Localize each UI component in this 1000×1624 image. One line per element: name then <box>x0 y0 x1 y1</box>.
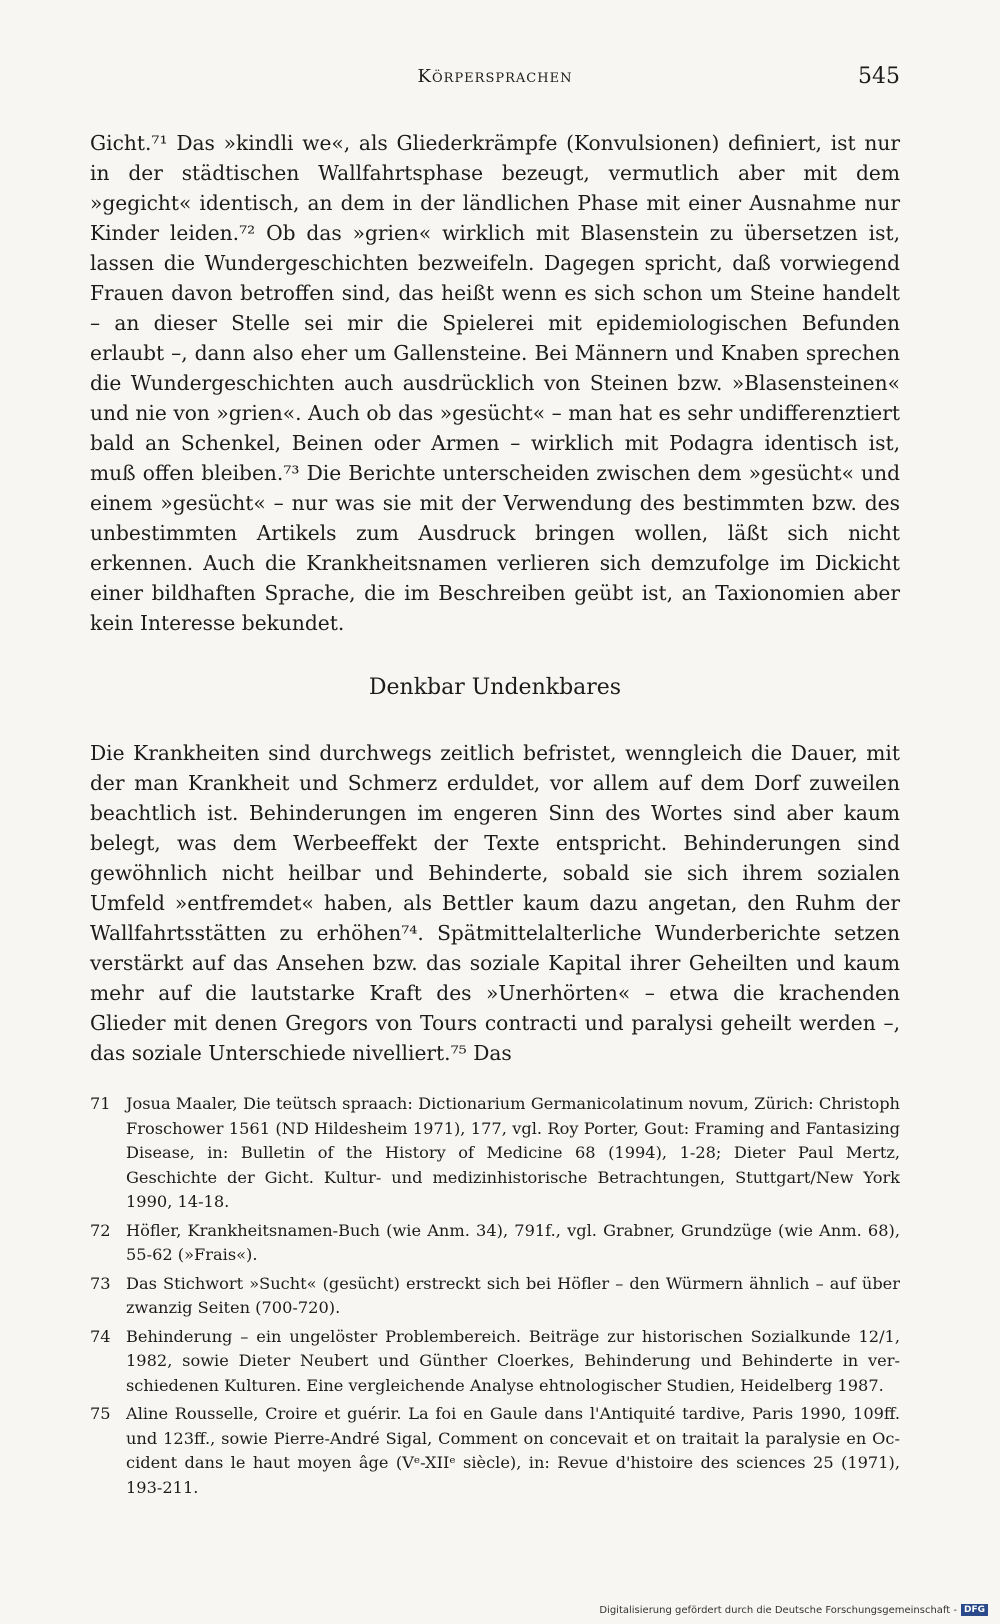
paragraph-2: Die Krankheiten sind durchwegs zeitlich befristet, wenngleich die Dauer, mit der man Krankheit und Schmerz erduldet, vor allem auf dem Dorf zuweilen beachtlich ist. Behinderungen im engeren Sinn des Wortes sind aber kaum belegt, was dem Werbeeffekt der Texte entspricht. Behinderungen sind gewöhnlich nicht heilbar und Behinderte, sobald sie sich ihrem sozialen Umfeld »entfremdet« haben, als Bettler kaum dazu angetan, den Ruhm der Wallfahrtsstätten zu erhöhen⁷⁴. Spätmittelalterliche Wunderberichte setzen verstärkt auf das Ansehen bzw. das soziale Kapital ihrer Geheilten und kaum mehr auf die lautstarke Kraft des »Unerhörten« – etwa die krachenden Glieder mit denen Gregors von Tours contracti und paralysi geheilt werden –, das soziale Unterschiede nivelliert.⁷⁵ Das <box>90 741 900 1065</box>
footnote <box>90 1272 900 1321</box>
footnote-text: Das Stichwort »Sucht« (gesücht) erstreckt sich bei Höfler – den Würmern ähnlich – auf über zwanzig Seiten (700-720). <box>126 1273 900 1317</box>
footnote-text: Aline Rousselle, Croire et guérir. La foi en Gaule dans l'Antiquité tardive, Paris 1990, 109ff. und 123ff., sowie Pierre-André Sigal, Comment on concevait et on traitait la paralysie en Occident dans le haut moyen âge (Vᵉ-XIIᵉ siècle), in: Revue d'histoire des sciences 25 (1971), 193-211. <box>126 1404 900 1497</box>
digitization-credit <box>599 1604 988 1616</box>
section-heading: Denkbar Undenkbares <box>368 675 622 700</box>
body-text <box>90 128 900 638</box>
footnote <box>90 1092 900 1215</box>
footnote-number: 75 <box>90 1404 111 1423</box>
footnote <box>90 1325 900 1399</box>
footnote-text: Behinderung – ein ungelöster Problembereich. Beiträge zur historischen Sozialkunde 12/1, 1982, sowie Dieter Neubert und Günther Cloerkes, Behinderung und Behinderte in verschiedenen Kulturen. Eine vergleichende Analyse ehtnologischer Studien, Heidelberg 1987. <box>126 1326 900 1395</box>
body-text-2 <box>90 738 900 1068</box>
footnotes <box>90 1092 900 1504</box>
footnote-number: 74 <box>90 1326 111 1346</box>
running-title: Körpersprachen <box>417 66 573 87</box>
footnote <box>90 1402 900 1500</box>
footnote-number: 73 <box>90 1273 111 1293</box>
footnote-text: Höfler, Krankheitsnamen-Buch (wie Anm. 34), 791f., vgl. Grabner, Grundzüge (wie Anm. 68), 55-62 (»Frais«). <box>126 1220 900 1264</box>
credit-text: Digitalisierung gefördert durch die Deutsche Forschungsgemeinschaft - <box>599 1604 957 1616</box>
footnote-number: 71 <box>90 1094 111 1113</box>
footnote <box>90 1219 900 1268</box>
paragraph-1: Gicht.⁷¹ Das »kindli we«, als Gliederkrämpfe (Konvulsionen) definiert, ist nur in der städtischen Wallfahrtsphase bezeugt, vermutlich aber mit dem »gegicht« identisch, an dem in der ländlichen Phase mit einer Ausnahme nur Kinder leiden.⁷² Ob das »grien« wirklich mit Blasenstein zu übersetzen ist, lassen die Wundergeschichten bezweifeln. Dagegen spricht, daß vorwiegend Frauen davon betroffen sind, das heißt wenn es sich schon um Steine handelt – an dieser Stelle sei mir die Spielerei mit epidemiologischen Befunden erlaubt –, dann also eher um Gallensteine. Bei Männern und Knaben sprechen die Wundergeschichten auch ausdrücklich von Steinen bzw. »Blasensteinen« und nie von »grien«. Auch ob das »gesücht« – man hat es sehr undifferenztiert bald an Schenkel, Beinen oder Armen – wirklich mit Podagra identisch ist, muß offen bleiben.⁷³ Die Berichte unterscheiden zwischen dem »gesücht« und einem »gesücht« – nur was sie mit der Verwendung des bestimmten bzw. des unbestimmten Artikels zum Ausdruck bringen wollen, läßt sich nicht erkennen. Auch die Krankheitsnamen verlieren sich demzufolge im Dickicht einer bildhaften Sprache, die im Beschreiben geübt ist, an Taxionomien aber kein Interesse bekundet. <box>90 131 900 635</box>
footnote-text: Josua Maaler, Die teütsch spraach: Dictionarium Germanicolatinum novum, Zürich: Christoph Froschower 1561 (ND Hildesheim 1971), 177, vgl. Roy Porter, Gout: Framing and Fantasizing Disease, in: Bulletin of the History of Medicine 68 (1994), 1-28; Dieter Paul Mertz, Geschichte der Gicht. Kultur- und medizinhistorische Betrachtungen, Stuttgart/New York 1990, 14-18. <box>126 1094 900 1211</box>
footnote-number: 72 <box>90 1220 111 1240</box>
running-head <box>90 66 900 96</box>
page-number: 545 <box>858 64 900 89</box>
dfg-logo: DFG <box>961 1604 988 1616</box>
